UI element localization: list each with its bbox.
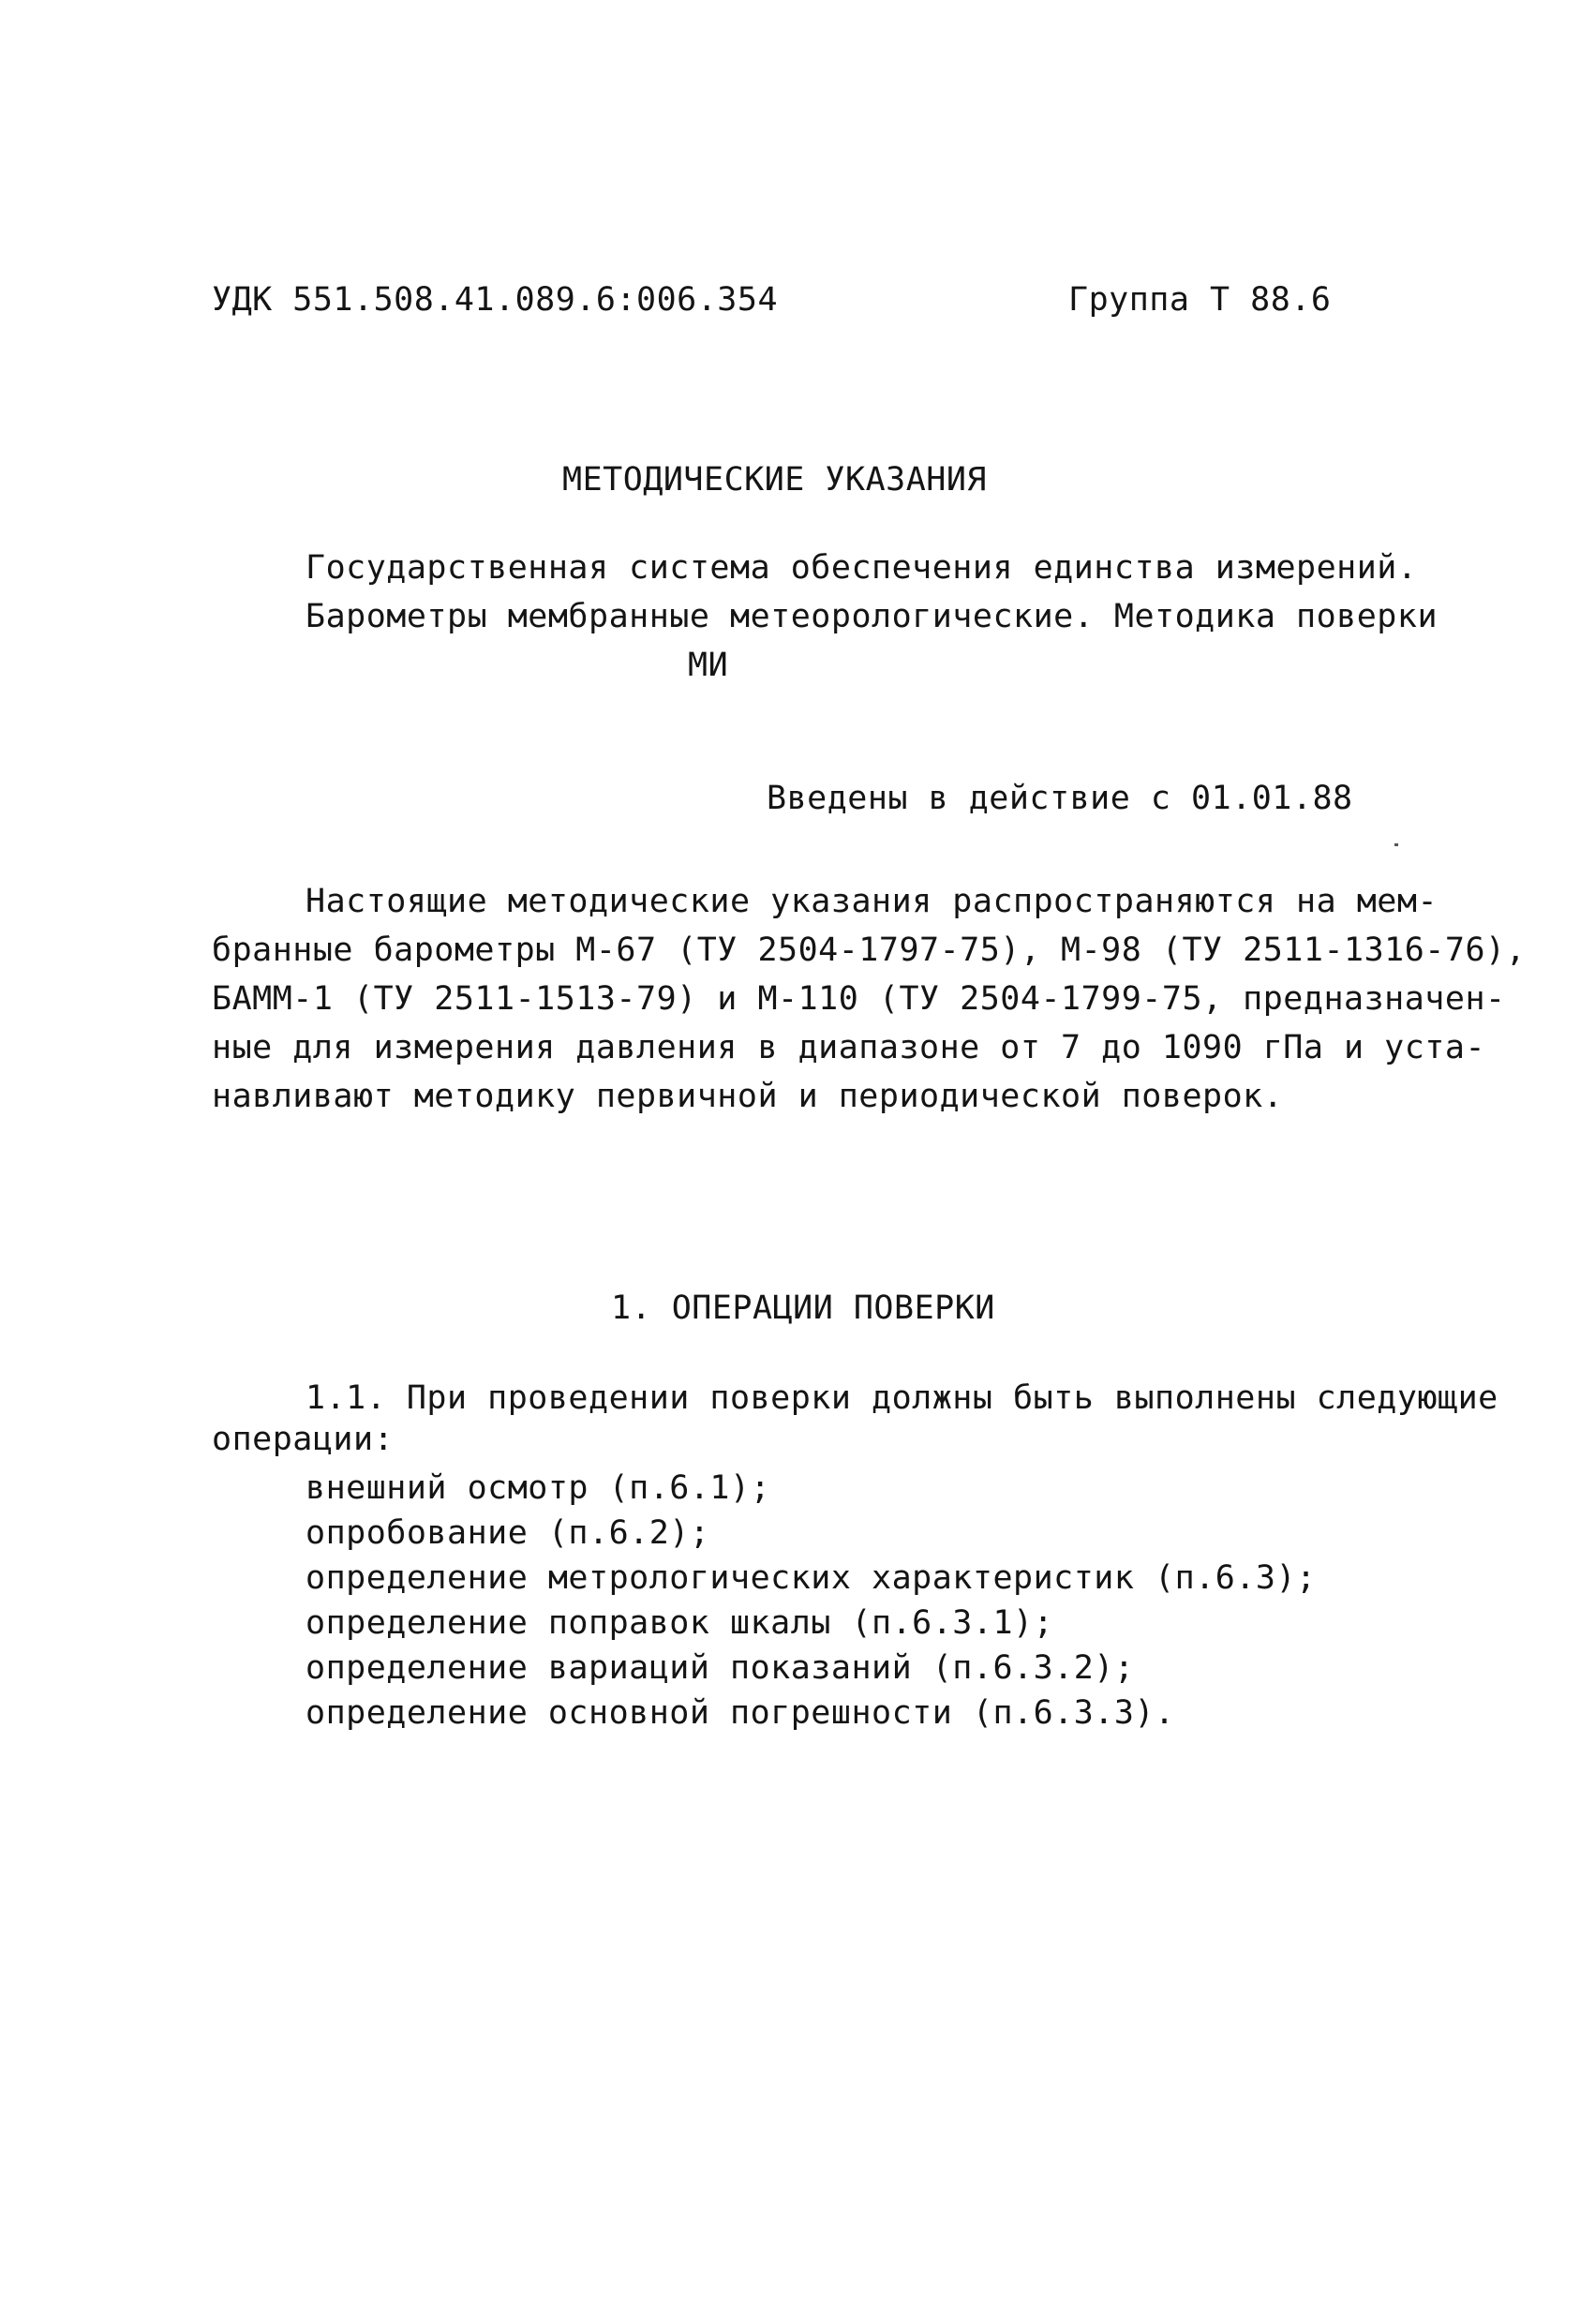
section-heading: 1. ОПЕРАЦИИ ПОВЕРКИ: [611, 1289, 995, 1327]
group-code: Группа Т 88.6: [1068, 281, 1332, 319]
udk-code: УДК 551.508.41.089.6:006.354: [212, 281, 779, 319]
scan-speck: [1394, 843, 1398, 846]
scope-line: бранные барометры М-67 (ТУ 2504-1797-75), М-98 (ТУ 2511-1316-76),: [212, 931, 1527, 969]
operation-item: определение основной погрешности (п.6.3.3).: [306, 1694, 1175, 1732]
introduction-date: Введены в действие с 01.01.88: [767, 780, 1353, 817]
paragraph-line: операции:: [212, 1421, 395, 1458]
operation-item: внешний осмотр (п.6.1);: [306, 1469, 771, 1507]
scope-line: ные для измерения давления в диапазоне от 7 до 1090 гПа и уста-: [212, 1029, 1486, 1066]
document-title-line: Государственная система обеспечения единства измерений.: [306, 549, 1418, 587]
scope-line: БАММ-1 (ТУ 2511-1513-79) и М-110 (ТУ 2504-1799-75, предназначен-: [212, 980, 1506, 1018]
operation-item: опробование (п.6.2);: [306, 1514, 710, 1552]
document-title-line: Барометры мембранные метеорологические. Методика поверки: [306, 598, 1438, 635]
scope-line: навливают методику первичной и периодической поверок.: [212, 1078, 1284, 1115]
operation-item: определение поправок шкалы (п.6.3.1);: [306, 1604, 1054, 1642]
operation-item: определение метрологических характеристик (п.6.3);: [306, 1559, 1317, 1597]
document-title-line: МИ: [688, 647, 729, 684]
document-type: МЕТОДИЧЕСКИЕ УКАЗАНИЯ: [562, 461, 988, 499]
scope-line: Настоящие методические указания распространяются на мем-: [306, 883, 1438, 920]
operation-item: определение вариаций показаний (п.6.3.2);: [306, 1649, 1135, 1687]
paragraph-line: 1.1. При проведении поверки должны быть выполнены следующие: [306, 1379, 1498, 1417]
